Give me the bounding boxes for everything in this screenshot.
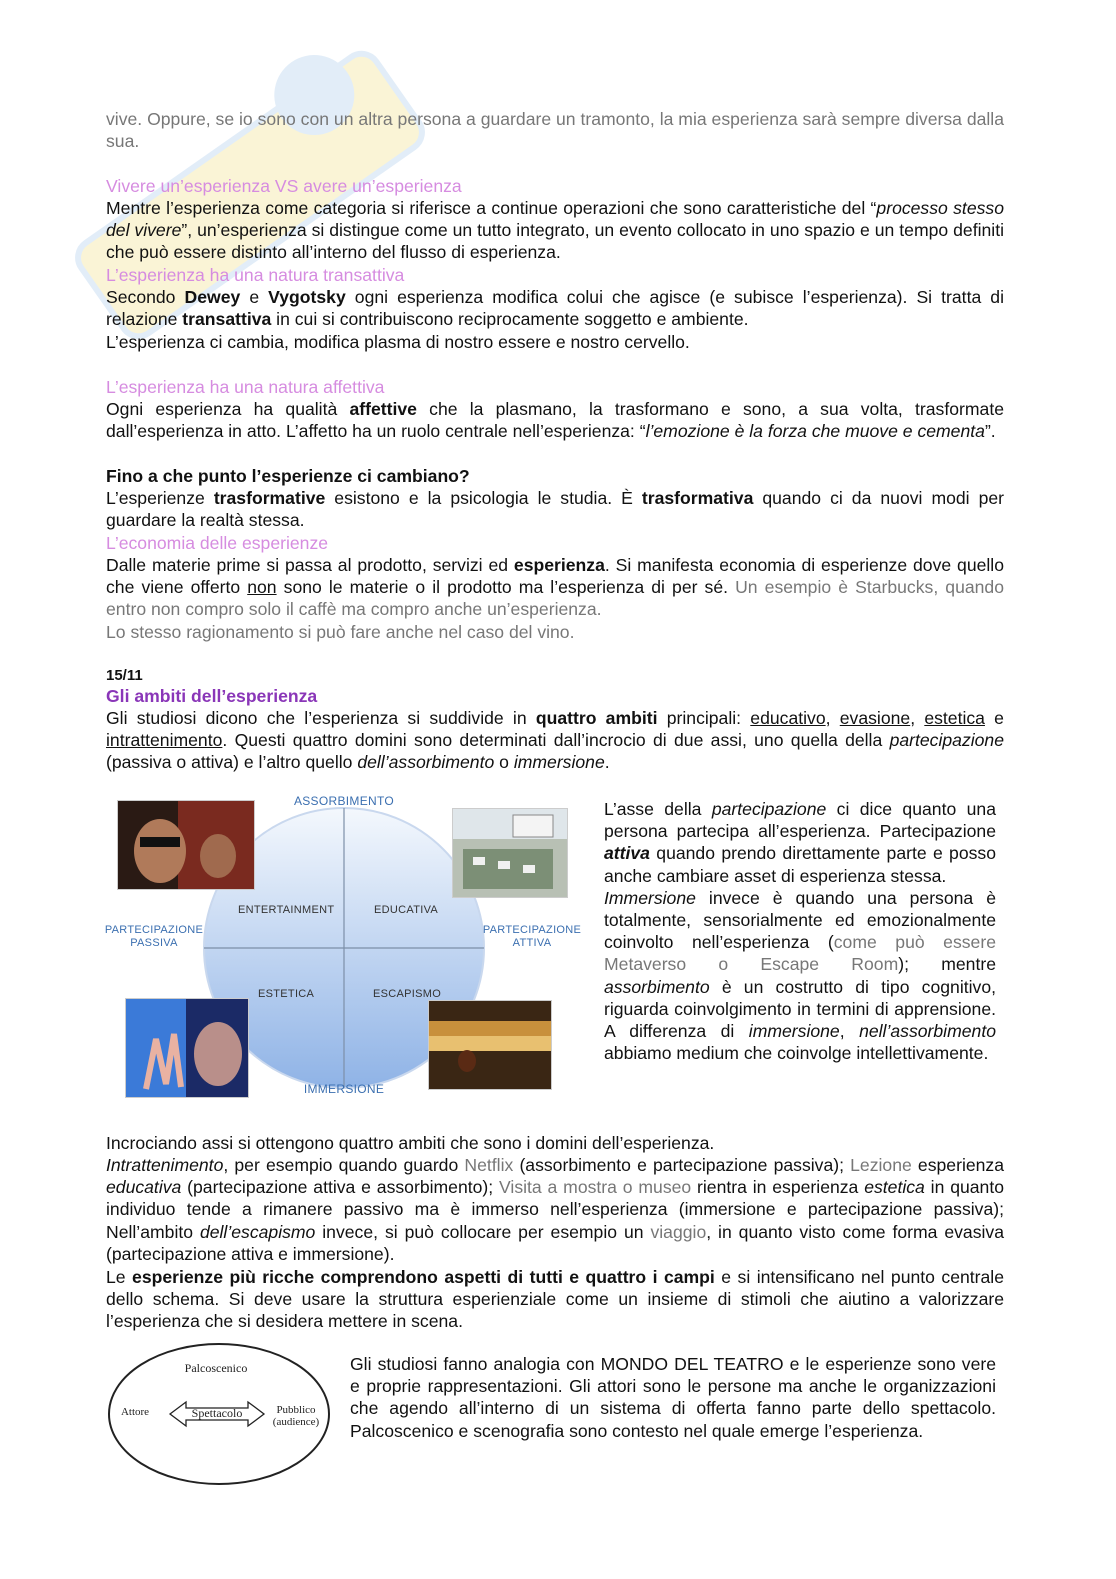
paragraph-domini-esempi: Intrattenimento, per esempio quando guardo Netflix (assorbimento e partecipazione passiva); Lezione esperienza educativa (partecipazione attiva e assorbimento); Visita a mostra o museo rientra in esperienza estetica in quanto individuo tende a rimanere passivo ma è immerso nell’esperienza (immersione e partecipazione passiva); Nell’ambito dell’escapismo invece, si può collocare per esempio un viaggio, in quanto visto come forma evasiva (partecipazione attiva e immersione).: [106, 1155, 1005, 1264]
show-label: Spettacolo: [191, 1406, 243, 1420]
paragraph-cambia: L’esperienza ci cambia, modifica plasma di nostro essere e nostro cervello.: [106, 332, 690, 352]
paragraph-affettiva: Ogni esperienza ha qualità affettive che la plasmano, la trasformano e sono, a sua volta, trasformate dall’esperienza in atto. L’affetto ha un ruolo centrale nell’esperienza: “l’emozione è la forza che muove e cementa”.: [106, 399, 1004, 442]
quadrant-entertainment: ENTERTAINMENT: [238, 904, 335, 916]
art-installation-photo: [125, 998, 249, 1098]
axis-label-left: PARTECIPAZIONE PASSIVA: [104, 924, 204, 949]
axis-label-bottom: IMMERSIONE: [303, 1082, 385, 1096]
section-heading-ambiti: Gli ambiti dell’esperienza: [106, 686, 318, 706]
intro-paragraph: vive. Oppure, se io sono con un altra persona a guardare un tramonto, la mia esperienza sarà sempre diversa dalla sua.: [106, 109, 1004, 152]
question-heading: Fino a che punto l’esperienze ci cambiano?: [106, 466, 470, 486]
public-label: Pubblico (audience): [272, 1404, 320, 1428]
axis-label-right: PARTECIPAZIONE ATTIVA: [482, 924, 582, 949]
stage-label: Palcoscenico: [184, 1361, 248, 1375]
paragraph-transattiva: Secondo Dewey e Vygotsky ogni esperienza modifica colui che agisce (e subisce l’esperienza). Si tratta di relazione transattiva in cui si contribuiscono reciprocamente soggetto e ambiente.: [106, 287, 1004, 330]
date-label: 15/11: [106, 667, 143, 684]
paragraph-teatro: Gli studiosi fanno analogia con MONDO DEL TEATRO e le esperienze sono vere e proprie rappresentazioni. Gli attori sono le persone ma anche le organizzazioni che agendo all’interno di un sistema di offerta fanno parte dello spettacolo. Palcoscenico e scenografia sono contesto nel quale emerge l’esperienza.: [350, 1354, 996, 1441]
section-heading-economia: L’economia delle esperienze: [106, 533, 329, 553]
theatre-diagram: [106, 1340, 332, 1488]
paragraph-vivere: Mentre l’esperienza come categoria si riferisce a continue operazioni che sono caratteristiche del “processo stesso del vivere”, un’esperienza si distingue come un tutto integrato, un evento collocato in uno spazio e un tempo definiti che può essere distinto all’interno del flusso di esperienza.: [106, 198, 1004, 263]
section-heading-affettiva: L’esperienza ha una natura affettiva: [106, 377, 385, 397]
balloon-sunset-photo: [428, 1000, 552, 1090]
paragraph-domini-intro: Incrociando assi si ottengono quattro ambiti che sono i domini dell’esperienza.: [106, 1133, 715, 1153]
actor-label: Attore: [120, 1406, 150, 1418]
virtual-classroom-photo: [452, 808, 568, 898]
paragraph-economia: Dalle materie prime si passa al prodotto, servizi ed esperienza. Si manifesta economia di esperienze dove quello che viene offerto non sono le materie o il prodotto ma l’esperienza di per sé. Un esempio è Starbucks, quando entro non compro solo il caffè ma compro anche un’esperienza.: [106, 555, 1004, 620]
section-heading-transattiva: L’esperienza ha una natura transattiva: [106, 265, 405, 285]
quadrant-escapismo: ESCAPISMO: [373, 988, 442, 1000]
quadrant-estetica: ESTETICA: [258, 988, 315, 1000]
section-heading-vivere: Vivere un’esperienza VS avere un’esperienza: [106, 176, 462, 196]
quadrant-educativa: EDUCATIVA: [374, 904, 439, 916]
paragraph-vino: Lo stesso ragionamento si può fare anche nel caso del vino.: [106, 622, 575, 642]
axis-explanation: L’asse della partecipazione ci dice quanto una persona partecipa all’esperienza. Partecipazione attiva quando prendo direttamente parte e posso anche cambiare asset di esperienza stessa. Immersione invece è quando una persona è totalmente, sensorialmente ed emozionalmente coinvolto nell’esperienza (come può essere Metaverso o Escape Room); mentre assorbimento è un costrutto di tipo cognitivo, riguarda coinvolgimento in termini di apprensione. A differenza di immersione, nell’assorbimento abbiamo medium che coinvolge intellettivamente.: [604, 799, 996, 1064]
paragraph-ambiti: Gli studiosi dicono che l’esperienza si suddivide in quattro ambiti principali: educativo, evasione, estetica e intrattenimento. Questi quattro domini sono determinati dall’incrocio di due assi, uno quella della partecipazione (passiva o attiva) e l’altro quello dell’assorbimento o immersione.: [106, 708, 1004, 773]
paragraph-trasformative: L’esperienze trasformative esistono e la psicologia le studia. È trasformativa quando ci da nuovi modi per guardare la realtà stessa.: [106, 488, 1005, 531]
cinema-audience-photo: [117, 800, 255, 890]
paragraph-esperienze-ricche: Le esperienze più ricche comprendono aspetti di tutti e quattro i campi e si intensificano nel punto centrale dello schema. Si deve usare la struttura esperienziale come un insieme di stimoli che aiutino a valorizzare l’esperienza che si desidera mettere in scena.: [106, 1267, 1004, 1332]
experience-domains-diagram: [100, 790, 590, 1105]
axis-label-top: ASSORBIMENTO: [293, 794, 395, 808]
